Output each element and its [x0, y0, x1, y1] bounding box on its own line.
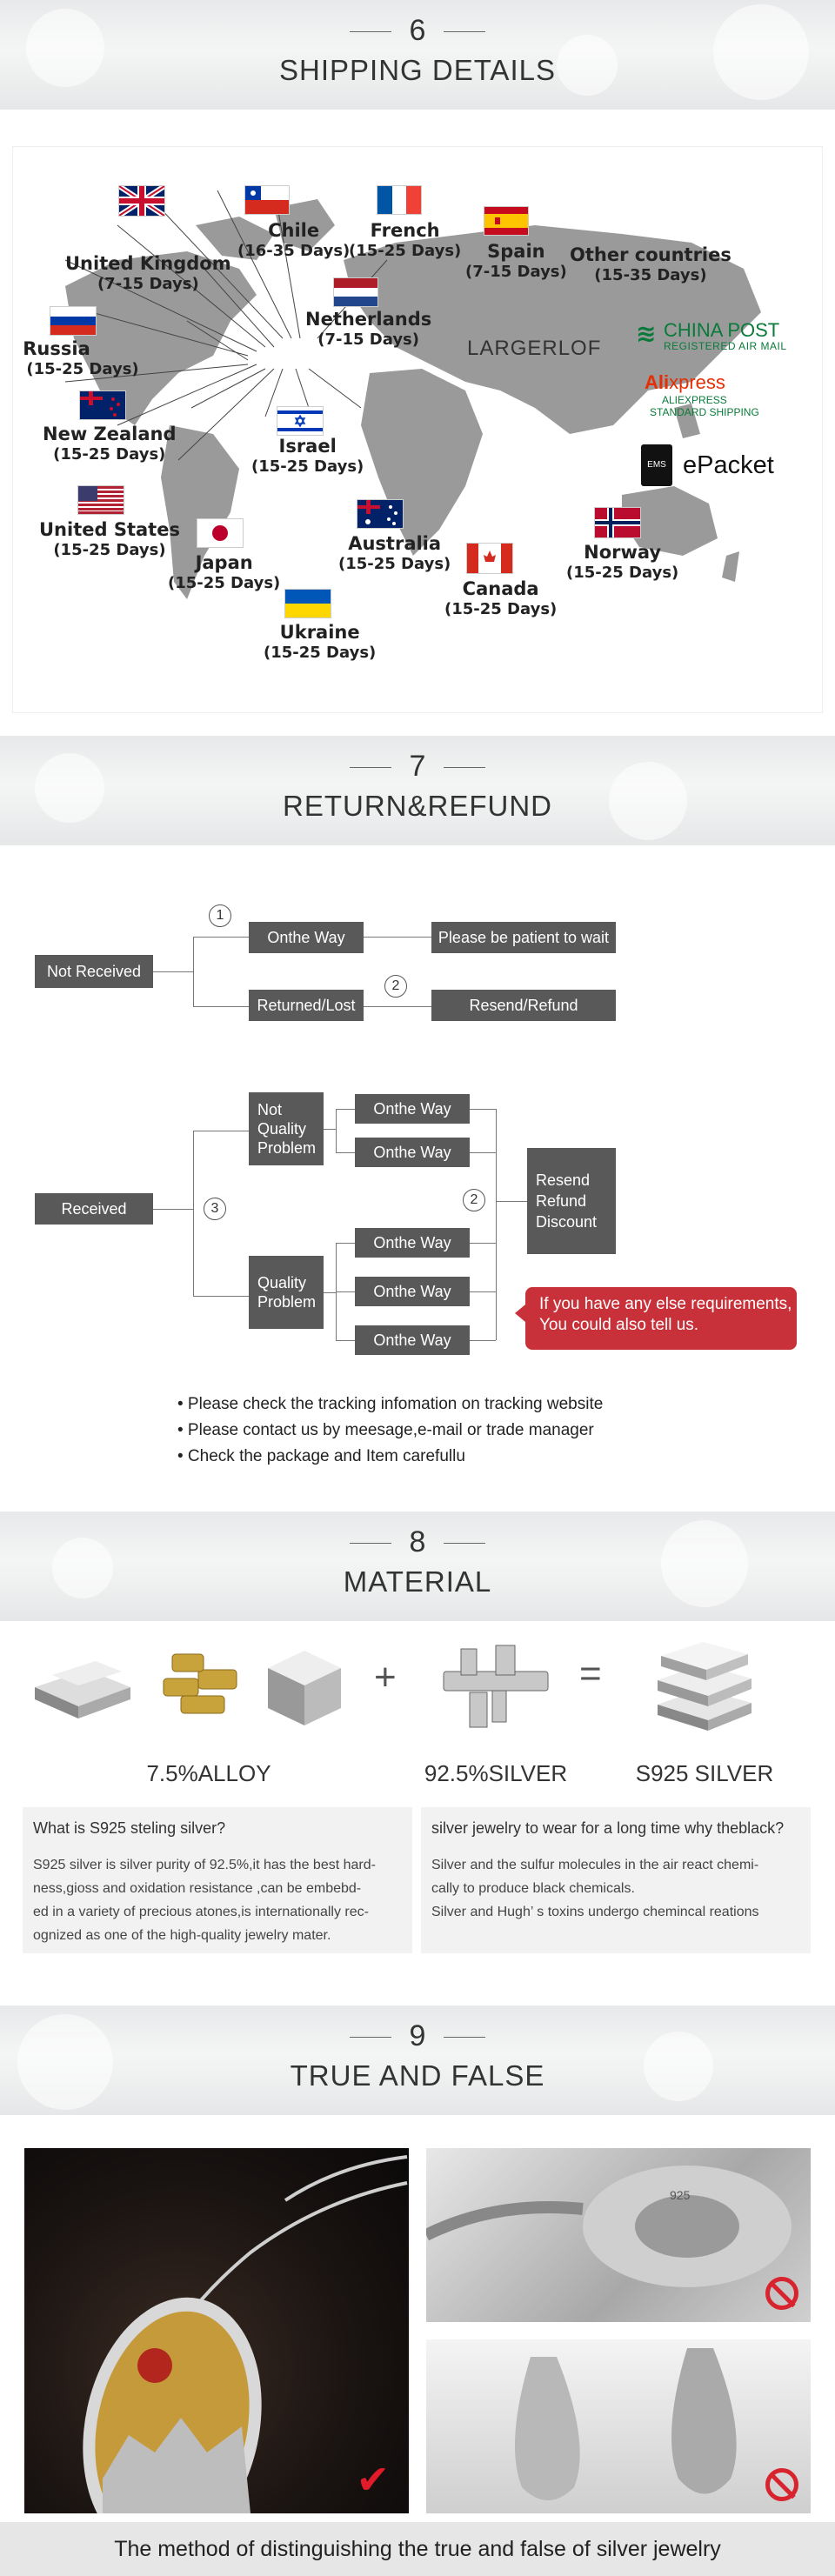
country-ukraine: Ukraine (15-25 Days) [264, 622, 377, 662]
alloy-label: 7.5%ALLOY [146, 1760, 271, 1786]
flag-spain [484, 206, 529, 236]
on-the-way-box: Onthe Way [355, 1277, 470, 1306]
prohibited-icon [765, 2468, 798, 2501]
china-post-icon: ≋ [636, 320, 657, 347]
flag-canada [466, 543, 513, 574]
equals-sign: = [579, 1652, 602, 1695]
step-3-marker: 3 [204, 1198, 226, 1220]
step-1-marker: 1 [209, 904, 231, 927]
section-banner-return [0, 736, 835, 845]
plus-sign: + [374, 1656, 397, 1698]
resend-refund-box: Resend/Refund [431, 990, 616, 1021]
metal-cube-icon [263, 1645, 346, 1729]
be-patient-box: Please be patient to wait [431, 922, 616, 953]
section-title: SHIPPING DETAILS [279, 54, 556, 86]
country-new-zealand: New Zealand (15-25 Days) [43, 424, 177, 464]
gold-nuggets-icon [155, 1644, 250, 1724]
section-number: 6 [409, 14, 426, 47]
not-received-box: Not Received [35, 955, 153, 988]
tarnish-info-panel [421, 1807, 811, 1953]
section-banner-true-false [0, 2005, 835, 2115]
country-israel: Israel (15-25 Days) [251, 436, 364, 476]
map-center-label: LARGERLOF [467, 337, 602, 360]
flag-russia [50, 306, 97, 336]
flag-israel [277, 406, 324, 436]
country-russia: Russia (15-25 Days) [23, 338, 139, 378]
fake-earring-photo-2 [426, 2339, 811, 2513]
step-2-marker: 2 [384, 975, 407, 998]
section-title: MATERIAL [343, 1565, 492, 1598]
flag-united-states [77, 485, 124, 515]
prohibited-icon [765, 2277, 798, 2310]
requirements-callout: If you have any else requirements, You could also tell us. [525, 1287, 797, 1350]
section-banner-material [0, 1512, 835, 1621]
check-mark-icon: ✔ [356, 2457, 390, 2502]
on-the-way-box: Onthe Way [249, 922, 364, 953]
aliexpress-logo: Alixpress ALIEXPRESS STANDARD SHIPPING [645, 371, 759, 418]
flag-uk [118, 185, 165, 217]
panel-text: Silver and the sulfur molecules in the air react chemi- cally to produce black chemicals. Silver and Hugh’ s toxins undergo chemincal reations [431, 1858, 759, 1919]
flag-france [377, 185, 422, 215]
tip-bullet: • Check the package and Item carefullu [177, 1447, 465, 1465]
flag-new-zealand [79, 390, 126, 420]
country-spain: Spain (7-15 Days) [465, 241, 567, 281]
flag-ukraine [284, 589, 331, 618]
flag-japan [197, 518, 244, 548]
country-united-kingdom: United Kingdom (7-15 Days) [65, 253, 231, 293]
silver-label: 92.5%SILVER [424, 1760, 568, 1786]
s925-label: S925 SILVER [635, 1760, 774, 1786]
country-united-states: United States (15-25 Days) [39, 519, 180, 559]
panel-text: S925 silver is silver purity of 92.5%,it has the best hard- ness,gioss and oxidation resistance ,can be embebd- ed in a variety of precious atones,is internationally rec- ognized as one of the high-quality jewelry mater. [33, 1858, 376, 1943]
genuine-pendant-photo [24, 2148, 409, 2513]
country-canada: Canada (15-25 Days) [444, 578, 558, 618]
fake-clasp-photo-1 [426, 2148, 811, 2322]
returned-lost-box: Returned/Lost [249, 990, 364, 1021]
flag-chile [244, 185, 290, 215]
section-banner-shipping [0, 0, 835, 110]
section-number: 9 [409, 2019, 426, 2052]
quality-problem-box: Quality Problem [249, 1256, 324, 1329]
country-japan: Japan (15-25 Days) [168, 552, 281, 592]
silver-ore-icon [435, 1640, 557, 1732]
alloy-bars-icon [26, 1652, 139, 1722]
silver-bars-stack-icon [649, 1637, 762, 1734]
step-2-marker: 2 [463, 1189, 485, 1211]
country-norway: Norway (15-25 Days) [566, 542, 679, 582]
country-australia: Australia (15-25 Days) [338, 533, 451, 573]
resend-refund-discount-box: Resend Refund Discount [527, 1148, 616, 1254]
country-chile: Chile (16-35 Days) [237, 220, 351, 260]
country-other: Other countries (15-35 Days) [570, 244, 731, 284]
callout-pointer [515, 1305, 525, 1322]
tip-bullet: • Please contact us by meesage,e-mail or trade manager [177, 1421, 594, 1439]
received-box: Received [35, 1193, 153, 1225]
country-netherlands: Netherlands (7-15 Days) [305, 309, 432, 349]
on-the-way-box: Onthe Way [355, 1228, 470, 1258]
epacket-icon: EMS [641, 444, 672, 486]
epacket-label: ePacket [683, 451, 774, 479]
shipping-map: LARGERLOF Chile (16-35 Days) French (15-25 Days) Spain (7-15 Days) Other countries (15-35 Days) United Kingdom (7-15 Days) Netherlands (7-15 Days) Russia (15-25 Days) New Zealand (15-25 Days) Israel (15-25 Days) United States (15-25 Days) Japan (15-25 Days) Australia (15-25 Days) Canada (15-25 Days) Norway (15-25 Days) Ukraine (15-25 Days) ≋ CHINA POST REGISTERED AIR MAIL Alixpress ALIEXPRESS STANDARD SHIPPING EMS ePacket [12, 146, 823, 713]
panel-title: silver jewelry to wear for a long time why theblack? [431, 1819, 785, 1837]
s925-info-panel [23, 1807, 412, 1953]
section-title: TRUE AND FALSE [290, 2059, 545, 2092]
on-the-way-box: Onthe Way [355, 1138, 470, 1167]
true-false-caption: The method of distinguishing the true and false of silver jewelry [0, 2522, 835, 2576]
country-french: French (15-25 Days) [349, 220, 462, 260]
section-title: RETURN&REFUND [283, 790, 552, 822]
section-number: 7 [409, 750, 426, 783]
on-the-way-box: Onthe Way [355, 1094, 470, 1124]
flag-norway [594, 507, 641, 538]
on-the-way-box: Onthe Way [355, 1325, 470, 1355]
section-number: 8 [409, 1525, 426, 1558]
flag-australia [357, 499, 404, 529]
tip-bullet: • Please check the tracking infomation on tracking website [177, 1395, 604, 1413]
panel-title: What is S925 steling silver? [33, 1819, 226, 1837]
flag-netherlands [333, 277, 378, 307]
not-quality-problem-box: Not Quality Problem [249, 1092, 324, 1165]
hallmark-stamp: 925 [670, 2188, 691, 2202]
